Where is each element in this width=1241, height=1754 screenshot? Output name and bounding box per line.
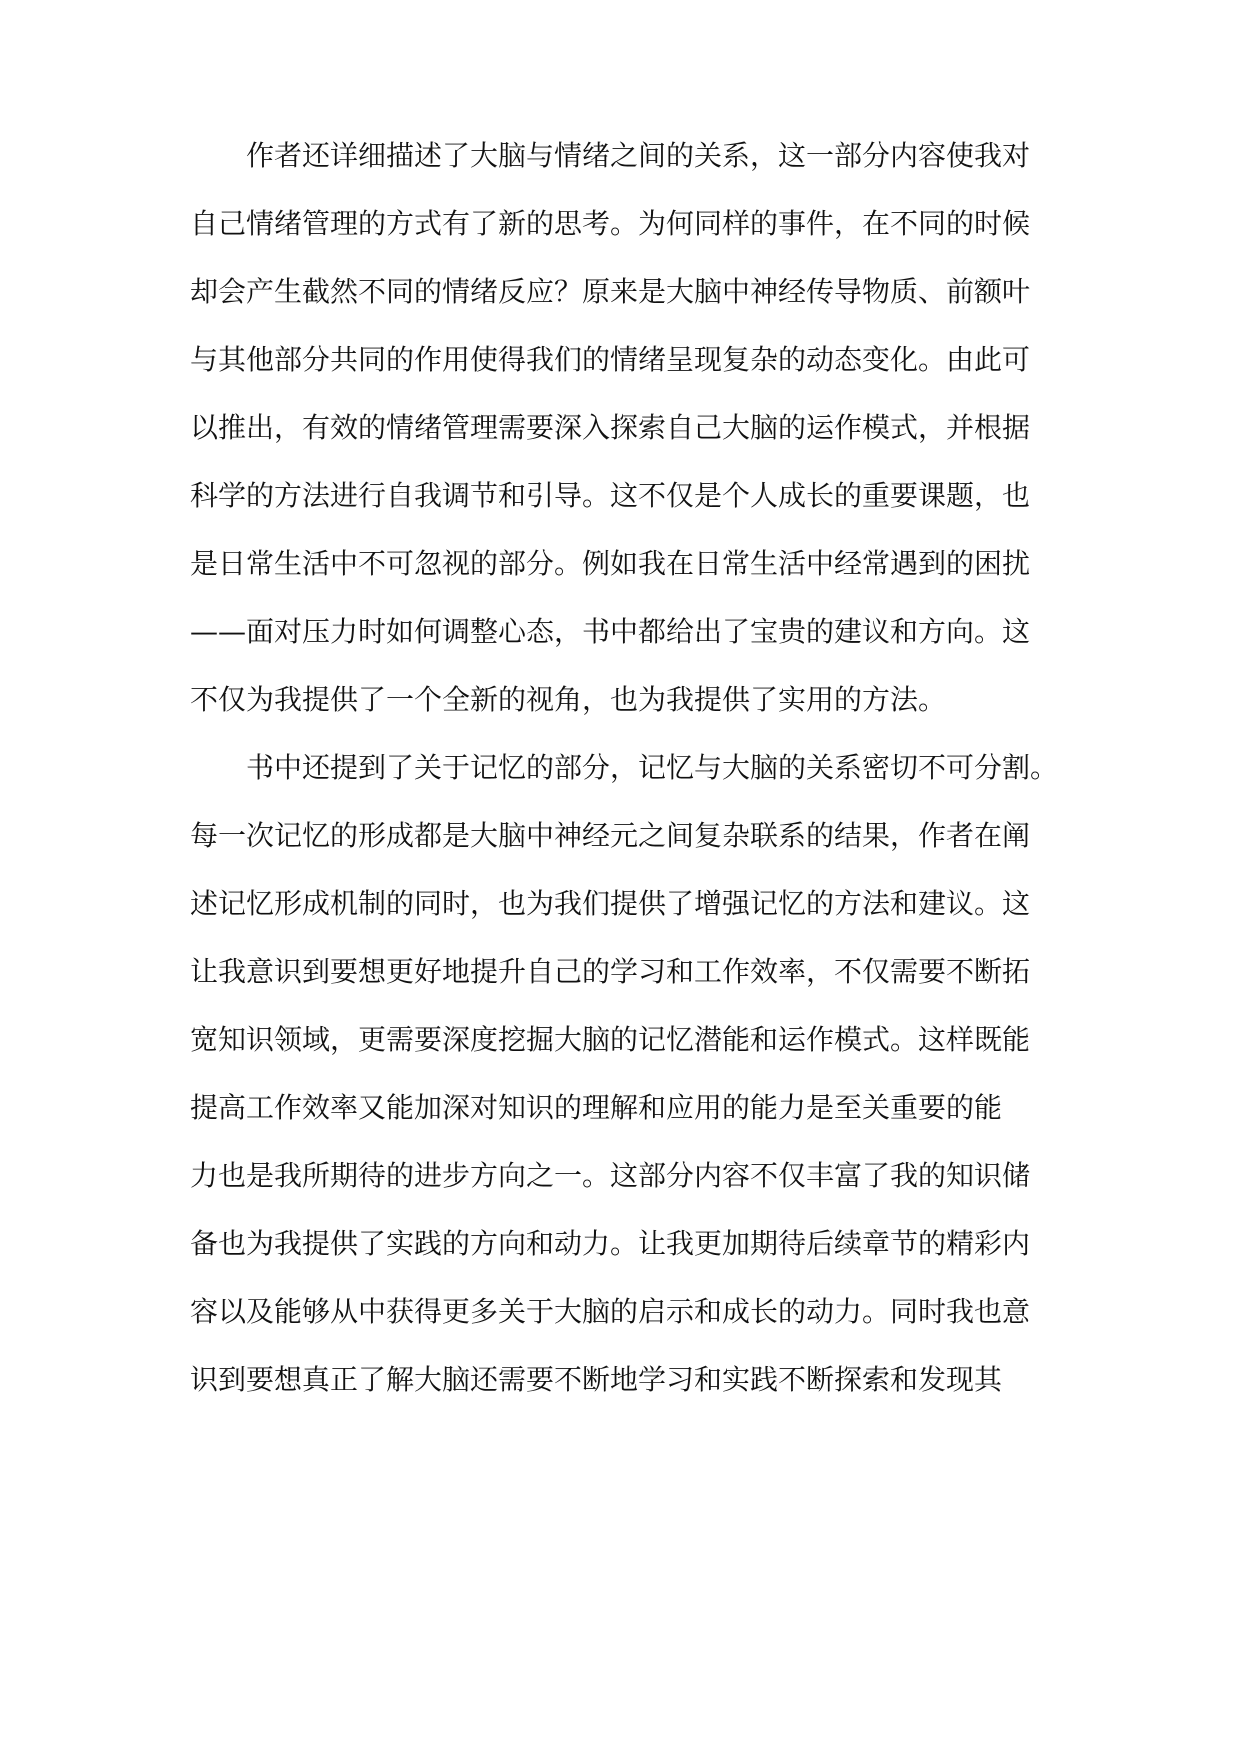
text-line: 科学的方法进行自我调节和引导。这不仅是个人成长的重要课题，也 <box>190 479 1031 512</box>
text-line: 作者还详细描述了大脑与情绪之间的关系，这一部分内容使我对 <box>246 139 1031 172</box>
text-line: 不仅为我提供了一个全新的视角，也为我提供了实用的方法。 <box>190 683 947 716</box>
text-line: 备也为我提供了实践的方向和动力。让我更加期待后续章节的精彩内 <box>190 1227 1031 1260</box>
text-line: 自己情绪管理的方式有了新的思考。为何同样的事件，在不同的时候 <box>190 207 1031 240</box>
text-line: 力也是我所期待的进步方向之一。这部分内容不仅丰富了我的知识储 <box>190 1159 1031 1192</box>
text-line: 述记忆形成机制的同时，也为我们提供了增强记忆的方法和建议。这 <box>190 887 1031 920</box>
text-line: 却会产生截然不同的情绪反应？原来是大脑中神经传导物质、前额叶 <box>190 275 1031 308</box>
text-line: 以推出，有效的情绪管理需要深入探索自己大脑的运作模式，并根据 <box>190 411 1031 444</box>
text-line: ——面对压力时如何调整心态，书中都给出了宝贵的建议和方向。这 <box>190 615 1031 648</box>
text-line: 识到要想真正了解大脑还需要不断地学习和实践不断探索和发现其 <box>190 1363 1003 1396</box>
text-line: 让我意识到要想更好地提升自己的学习和工作效率，不仅需要不断拓 <box>190 955 1031 988</box>
text-line: 是日常生活中不可忽视的部分。例如我在日常生活中经常遇到的困扰 <box>190 547 1031 580</box>
text-line: 与其他部分共同的作用使得我们的情绪呈现复杂的动态变化。由此可 <box>190 343 1031 376</box>
text-line: 书中还提到了关于记忆的部分，记忆与大脑的关系密切不可分割。 <box>246 751 1059 784</box>
text-line: 每一次记忆的形成都是大脑中神经元之间复杂联系的结果，作者在阐 <box>190 819 1031 852</box>
text-line: 宽知识领域，更需要深度挖掘大脑的记忆潜能和运作模式。这样既能 <box>190 1023 1031 1056</box>
text-line: 容以及能够从中获得更多关于大脑的启示和成长的动力。同时我也意 <box>190 1295 1031 1328</box>
text-line: 提高工作效率又能加深对知识的理解和应用的能力是至关重要的能 <box>190 1091 1003 1124</box>
